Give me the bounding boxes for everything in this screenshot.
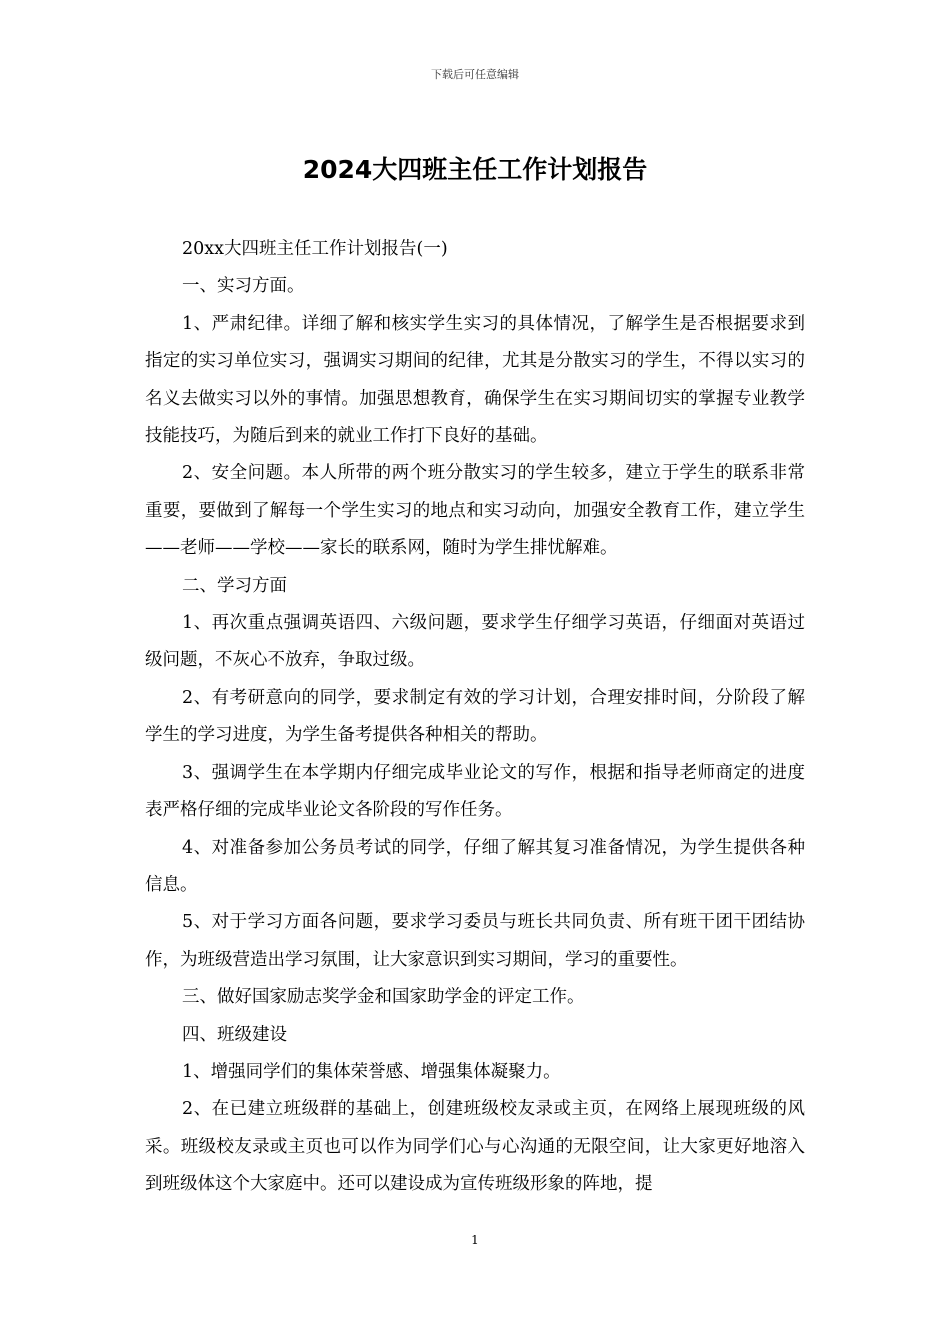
paragraph: 1、增强同学们的集体荣誉感、增强集体凝聚力。	[182, 1061, 561, 1082]
paragraph: 1、再次重点强调英语四、六级问题，要求学生仔细学习英语，仔细面对英语过级问题，不灰心不放弃，争取过级。	[145, 613, 805, 671]
paragraph: 1、严肃纪律。详细了解和核实学生实习的具体情况，了解学生是否根据要求到指定的实习单位实习，强调实习期间的纪律，尤其是分散实习的学生，不得以实习的名义去做实习以外的事情。加强思想教育，确保学生在实习期间切实的掌握专业教学技能技巧，为随后到来的就业工作打下良好的基础。	[145, 313, 805, 447]
paragraph: 3、强调学生在本学期内仔细完成毕业论文的写作，根据和指导老师商定的进度表严格仔细的完成毕业论文各阶段的写作任务。	[145, 762, 805, 821]
document-body	[145, 231, 805, 1204]
paragraph: 一、实习方面。	[182, 276, 305, 297]
paragraph: 5、对于学习方面各问题，要求学习委员与班长共同负责、所有班干团干团结协作，为班级营造出学习氛围，让大家意识到实习期间，学习的重要性。	[145, 912, 805, 970]
header-note: 下载后可任意编辑	[431, 68, 519, 81]
document-title: 2024大四班主任工作计划报告	[302, 155, 648, 184]
paragraph: 2、安全问题。本人所带的两个班分散实习的学生较多，建立于学生的联系非常重要，要做到了解每一个学生实习的地点和实习动向，加强安全教育工作，建立学生——老师——学校——家长的联系网，随时为学生排忧解难。	[145, 463, 805, 559]
paragraph: 三、做好国家励志奖学金和国家助学金的评定工作。	[182, 987, 585, 1008]
paragraph: 二、学习方面	[182, 575, 287, 596]
paragraph: 20xx大四班主任工作计划报告(一)	[182, 239, 448, 259]
paragraph: 四、班级建设	[182, 1024, 287, 1045]
paragraph: 2、在已建立班级群的基础上，创建班级校友录或主页，在网络上展现班级的风采。班级校友录或主页也可以作为同学们心与心沟通的无限空间，让大家更好地溶入到班级体这个大家庭中。还可以建设成为宣传班级形象的阵地，提	[145, 1099, 805, 1195]
paragraph: 2、有考研意向的同学，要求制定有效的学习计划，合理安排时间，分阶段了解学生的学习进度，为学生备考提供各种相关的帮助。	[145, 687, 805, 746]
page-number: 1	[471, 1233, 479, 1247]
paragraph: 4、对准备参加公务员考试的同学，仔细了解其复习准备情况，为学生提供各种信息。	[145, 837, 805, 895]
